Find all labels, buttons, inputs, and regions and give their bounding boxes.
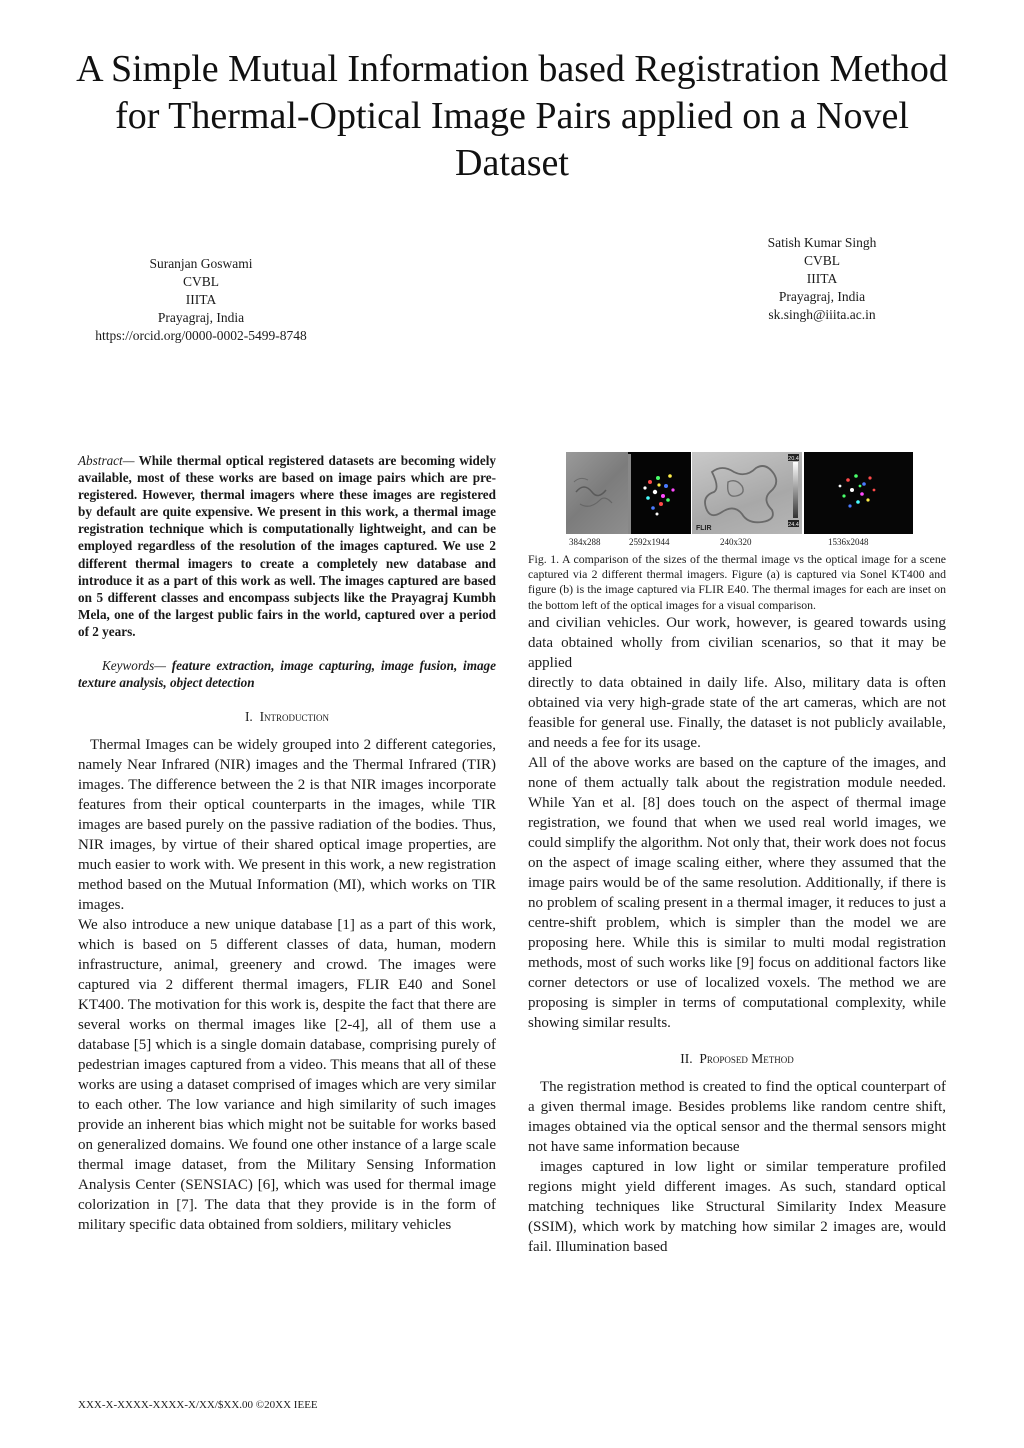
figure-1-caption: Fig. 1. A comparison of the sizes of the thermal image vs the optical image for a scene captured via 2 different thermal imagers. Figure (a) is captured via Sonel KT400 and figure (b) is the image captured via FLIR E40. The thermal images for each are inset on the bottom left of the optical images for a visual comparison. — [528, 552, 946, 612]
author-location: Prayagraj, India — [778, 289, 866, 304]
section-number: II. — [680, 1050, 693, 1066]
author-org: CVBL — [182, 274, 219, 289]
keywords — [78, 657, 496, 691]
right-paragraph-2: directly to data obtained in daily life. Also, military data is often obtained via very high-grade state of the art cameras, which are not feasible for general use. Finally, the dataset is not publicly available, and needs a fee for its usage. — [528, 674, 946, 751]
method-paragraph-1: The registration method is created to find the optical counterpart of a given thermal image. Besides problems like random centre shift, images obtained via the optical sensor and the thermal sensors might not have same information because — [528, 1078, 946, 1155]
section-heading-proposed-method — [528, 1050, 946, 1068]
author-email-link[interactable]: sk.singh@iiita.ac.in — [768, 307, 876, 322]
left-column — [78, 452, 496, 1235]
paper-title: A Simple Mutual Information based Registration Method for Thermal-Optical Image Pairs applied on a Novel Dataset — [76, 48, 948, 184]
author-location: Prayagraj, India — [157, 310, 245, 325]
section-number: I. — [244, 709, 253, 725]
intro-paragraph-1: Thermal Images can be widely grouped into 2 different categories, namely Near Infrared (NIR) images and the Thermal Infrared (TIR) images. The difference between the 2 is that NIR images incorporate features from their optical counterparts in the images, while TIR images are based purely on the passive radiation of the bodies. Thus, NIR images, by virtue of their shared optical image properties, are much easier to work with. We present in this work, a new registration method based on the Mutual Information (MI), which works on TIR images. — [78, 737, 496, 914]
size-label: 384x288 — [569, 537, 601, 547]
right-paragraph-3: All of the above works are based on the capture of the images, and none of them actually talk about the registration module needed. While Yan et al. [8] does touch on the aspect of thermal image registration, we found that when we used real world images, we could simplify the algorithm. Not only that, their work does not focus on the aspect of image scaling either, where they assumed that the image pairs would be of the same resolution. Additionally, if there is no problem of scaling present in a thermal imager, it reduces to just a centre-shift problem, which is simpler than the model we are proposing here. While this is similar to multi modal registration methods, most of such works like [9] focus on additional factors like corner detectors or use of localized voxels. The method we are proposing is simpler in terms of computational complexity, while showing similar results. — [528, 754, 946, 1031]
keywords-text: feature extraction, image capturing, image fusion, image texture analysis, object detection — [78, 658, 496, 691]
abstract-text: While thermal optical registered datasets are becoming widely available, most of these works are based on image pairs which are pre-registered. However, thermal imagers where these images are registered by default are quite expensive. We present in this work, a thermal image registration technique which is computationally lightweight, and can be employed regardless of the resolution of the images captured. We use 2 different thermal imagers to create a completely new database and introduce it as a part of this work as well. The images captured are based on 5 different classes and encompass subjects like the Prayagraj Kumbh Mela, one of the largest public fairs in the world, captured over a period of 2 years. — [78, 453, 496, 639]
optical-image-flir — [804, 452, 913, 534]
author-name: Satish Kumar Singh — [767, 235, 877, 250]
abstract — [78, 452, 496, 640]
keywords-label: Keywords— — [102, 658, 166, 674]
size-label: 240x320 — [720, 537, 752, 547]
optical-image-sonel — [628, 452, 691, 534]
abstract-label: Abstract— — [78, 453, 135, 468]
section-title: Introduction — [259, 709, 330, 725]
copyright-footer: XXX-X-XXXX-XXXX-X/XX/$XX.00 ©20XX IEEE — [78, 1399, 318, 1411]
thermal-scale-min: 24.4 — [788, 522, 799, 528]
right-column — [528, 452, 946, 1257]
size-label: 1536x2048 — [828, 537, 869, 547]
figure-1 — [528, 452, 946, 547]
intro-paragraph-2: We also introduce a new unique database [1] as a part of this work, which is based on 5 different classes of data, human, modern infrastructure, animal, greenery and crowd. The images were captured via 2 different thermal imagers, FLIR E40 and Sonel KT400. The motivation for this work is, despite the fact that there are several works on thermal images like [2-4], all of them use a database [5] which is a single domain database, comprising purely of pedestrian images captured from a video. This means that all of these works are using a dataset comprised of images which are very similar to each other. The low variance and high similarity of such images provide an inherent bias which might not be suitable for works based on generalized domains. We found one other instance of a large scale thermal image dataset, from the Military Sensing Information Analysis Center (SENSIAC) [6], which was used for thermal image colorization in [7]. The data that they provide is in the form of military specific data obtained from soldiers, military vehicles — [78, 917, 496, 1234]
method-paragraph-2: images captured in low light or similar temperature profiled regions might yield different images. As such, standard optical matching techniques like Structural Similarity Index Measure (SSIM), which work by matching how similar 2 images are, would fail. Illumination based — [528, 1158, 946, 1255]
author-institute: IIITA — [806, 271, 838, 286]
thermal-image-flir — [692, 452, 802, 534]
thermal-image-sonel — [566, 452, 628, 534]
thermal-scale-max: 20.4 — [788, 456, 799, 462]
author-orcid-link[interactable]: https://orcid.org/0000-0002-5499-8748 — [95, 328, 307, 343]
flir-logo: FLIR — [696, 525, 712, 532]
author-org: CVBL — [803, 253, 840, 268]
right-paragraph-1: and civilian vehicles. Our work, however, is geared towards using data obtained wholly from civilian scenarios, so that it may be applied — [528, 614, 946, 671]
author-institute: IIITA — [185, 292, 217, 307]
figure-size-labels — [528, 537, 946, 549]
author-name: Suranjan Goswami — [149, 256, 253, 271]
section-title: Proposed Method — [699, 1050, 794, 1066]
section-heading-introduction — [78, 708, 496, 726]
author-block-1 — [60, 255, 342, 345]
author-block-2 — [700, 234, 944, 324]
size-label: 2592x1944 — [629, 537, 670, 547]
